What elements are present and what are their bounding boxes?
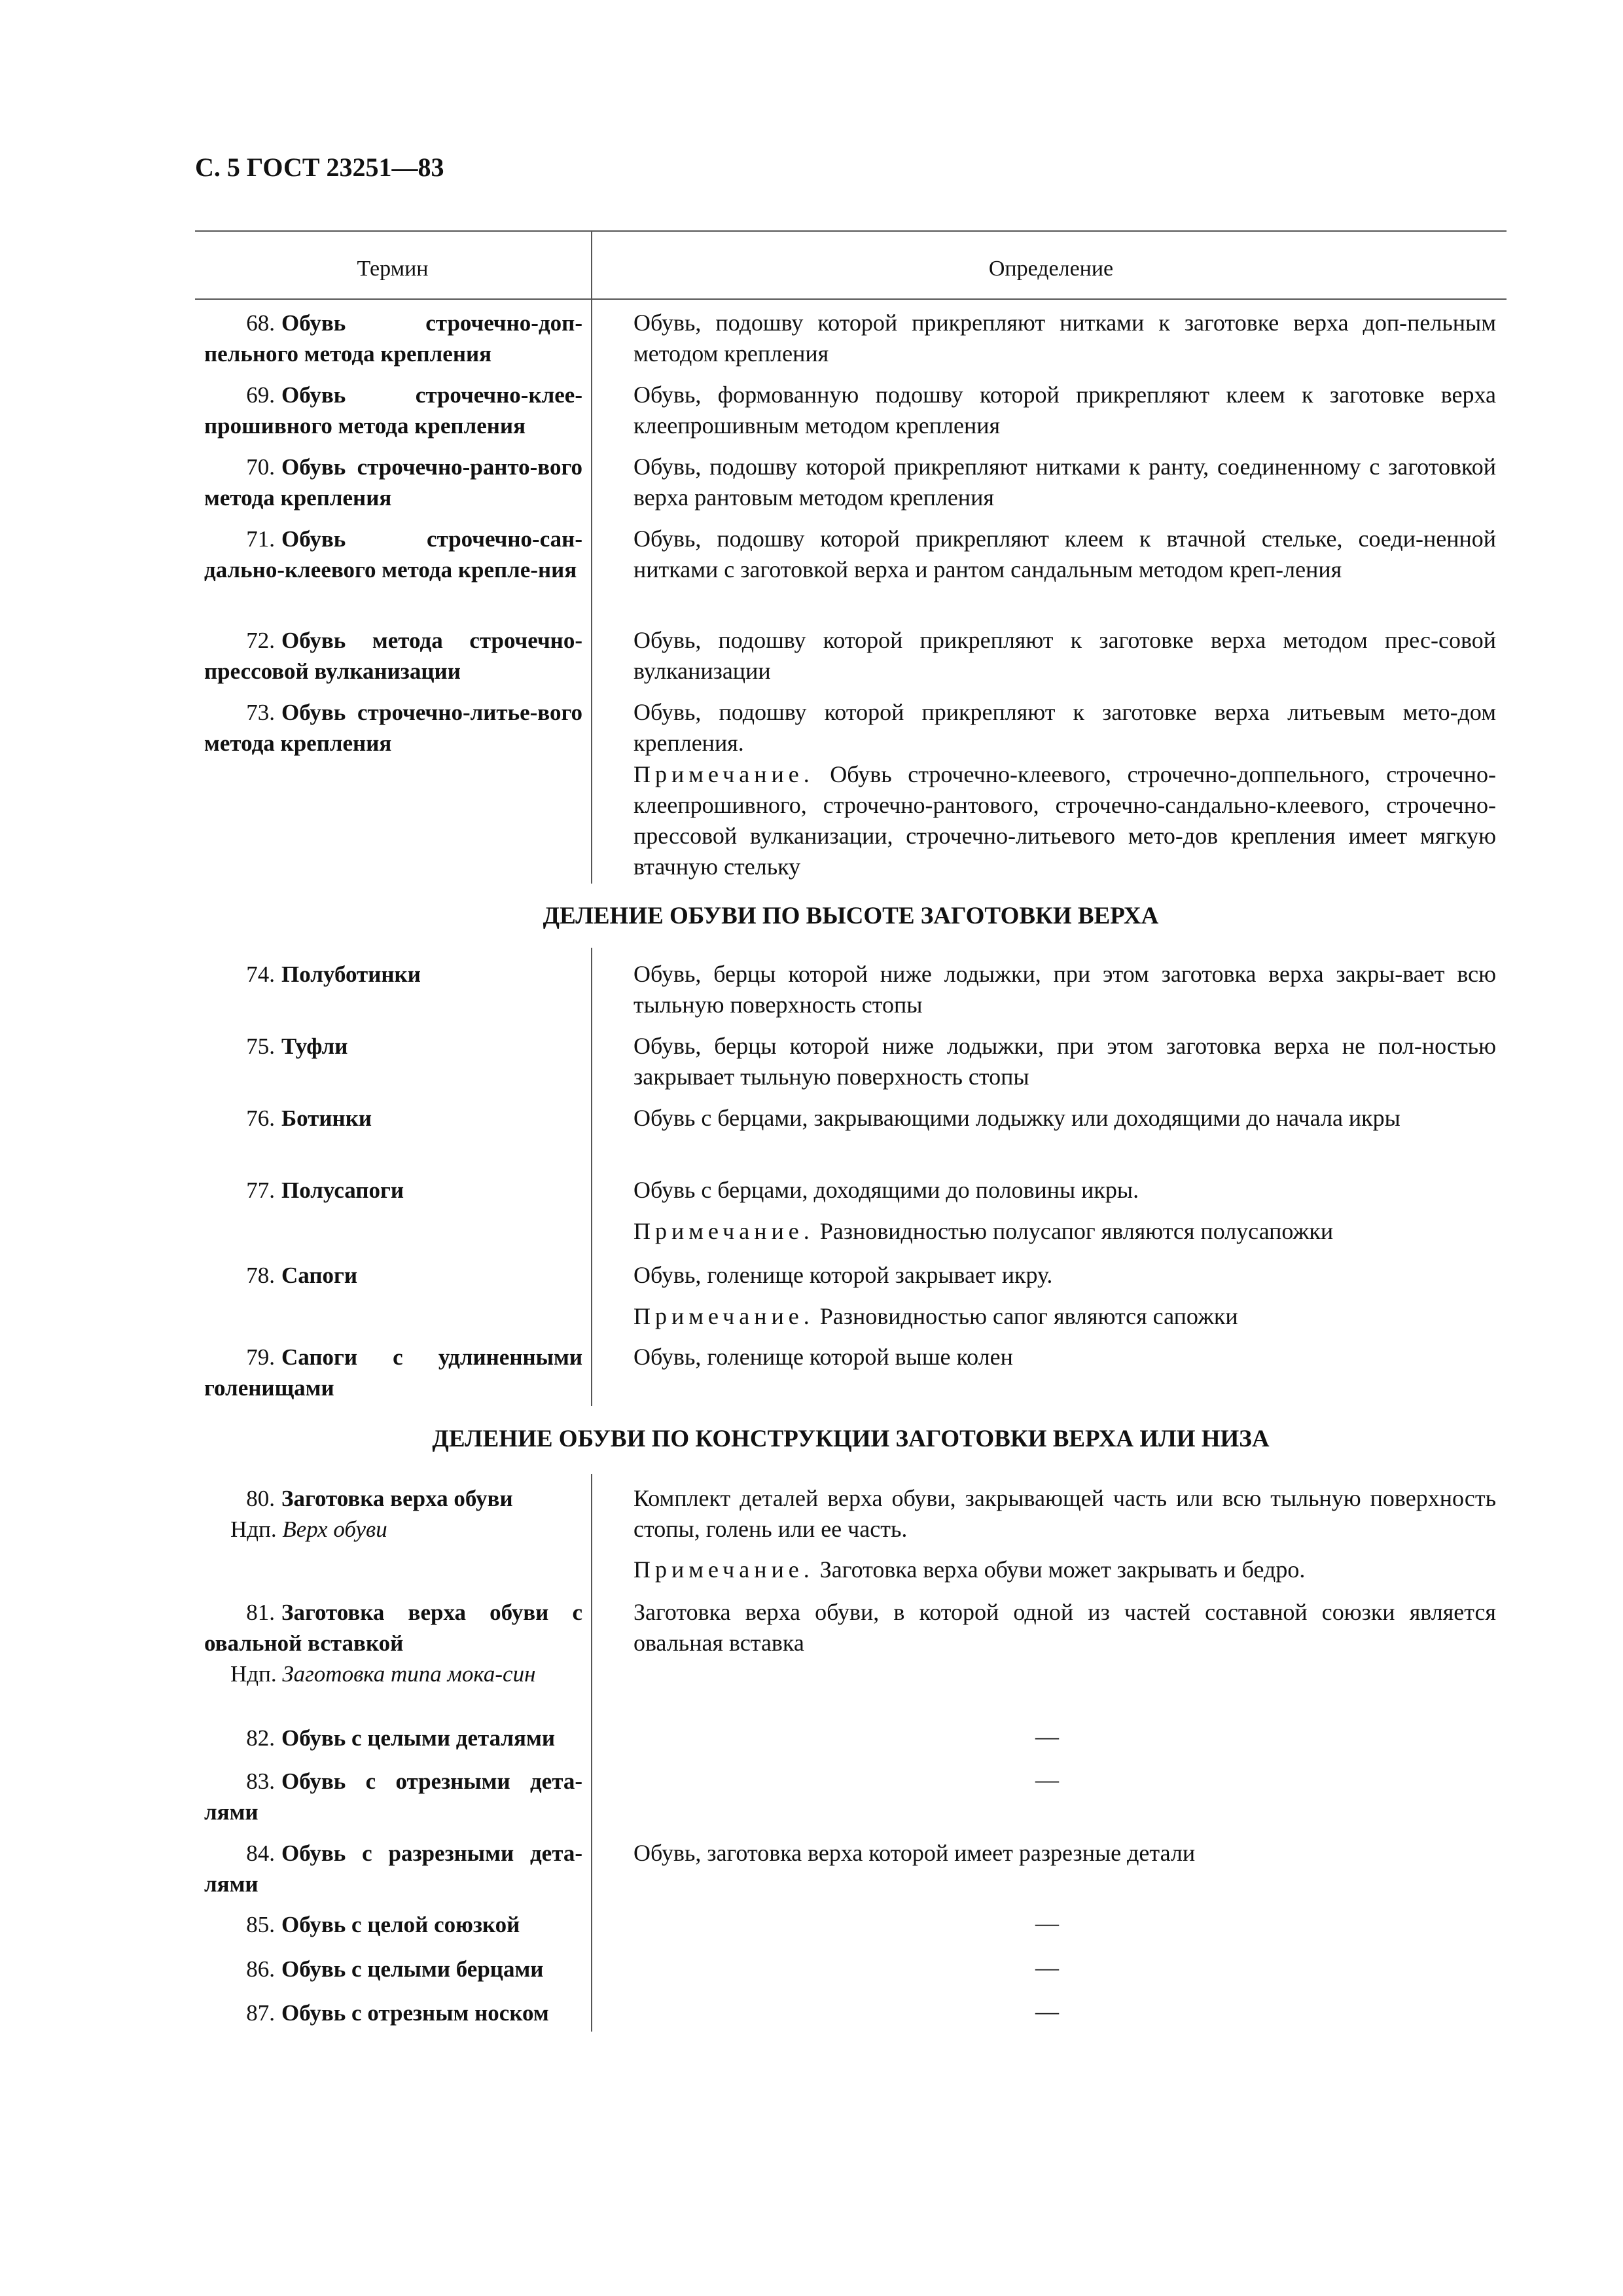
definition-76: Обувь с берцами, закрывающими лодыжку или доходящими до начала икры [633,1105,1400,1131]
term-68: 68. Обувь строчечно-доп-пельного метода крепления [204,310,582,367]
column-header-term: Термин [357,257,429,281]
term-70: 70. Обувь строчечно-ранто-вого метода крепления [204,454,582,511]
term-74: 74. Полуботинки [246,961,421,987]
term-85: 85. Обувь с целой союзкой [246,1912,520,1937]
definition-85: — [1035,1910,1059,1936]
term-76: 76. Ботинки [246,1105,372,1131]
term-71: 71. Обувь строчечно-сан-дально-клеевого метода крепле-ния [204,526,582,583]
definition-71: Обувь, подошву которой прикрепляют клеем к втачной стельке, соеди-ненной нитками с заготовкой верха и рантом сандальным методом креп-ления [633,526,1496,583]
section-title-height: ДЕЛЕНИЕ ОБУВИ ПО ВЫСОТЕ ЗАГОТОВКИ ВЕРХА [543,903,1159,929]
term-87: 87. Обувь с отрезным носком [246,2000,549,2026]
definition-72: Обувь, подошву которой прикрепляют к заготовке верха методом прес-совой вулканизации [633,627,1496,684]
note-80: Примечание. Заготовка верха обуви может закрывать и бедро. [633,1556,1306,1583]
term-81: 81. Заготовка верха обуви с овальной вставкой Ндп. Заготовка типа мока-син [204,1597,582,1689]
term-77: 77. Полусапоги [246,1177,404,1203]
definition-87: — [1035,1998,1059,2024]
table-top-rule [195,230,1507,232]
column-divider [591,948,592,1406]
term-80: 80. Заготовка верха обуви Ндп. Верх обуви [204,1483,582,1545]
note-78: Примечание. Разновидностью сапог являются сапожки [633,1303,1238,1329]
section-title-construction: ДЕЛЕНИЕ ОБУВИ ПО КОНСТРУКЦИИ ЗАГОТОВКИ ВЕРХА ИЛИ НИЗА [432,1426,1270,1452]
definition-75: Обувь, берцы которой ниже лодыжки, при этом заготовка верха не пол-ностью закрывает тыльную поверхность стопы [633,1033,1496,1090]
definition-78: Обувь, голенище которой закрывает икру. [633,1262,1053,1288]
definition-79: Обувь, голенище которой выше колен [633,1344,1013,1370]
term-86: 86. Обувь с целыми берцами [246,1956,544,1982]
definition-83: — [1035,1767,1059,1793]
column-divider [591,1474,592,2032]
definition-73: Обувь, подошву которой прикрепляют к заготовке верха литьевым мето-дом крепления. [633,699,1496,756]
definition-68: Обувь, подошву которой прикрепляют нитками к заготовке верха доп-пельным методом крепления [633,310,1496,367]
term-84: 84. Обувь с разрезными дета-лями [204,1840,582,1897]
term-73: 73. Обувь строчечно-литье-вого метода крепления [204,700,582,756]
definition-70: Обувь, подошву которой прикрепляют нитками к ранту, соединенному с заготовкой верха рантовым методом крепления [633,454,1496,511]
term-79: 79. Сапоги с удлиненными голенищами [204,1344,582,1401]
column-header-definition: Определение [988,257,1114,281]
definition-84: Обувь, заготовка верха которой имеет разрезные детали [633,1840,1196,1866]
term-82: 82. Обувь с целыми деталями [246,1725,556,1751]
table-header-rule [195,298,1507,300]
definition-81: Заготовка верха обуви, в которой одной из частей составной союзки является овальная вставка [633,1599,1496,1656]
term-75: 75. Туфли [246,1033,348,1059]
ndp-80: Ндп. Верх обуви [230,1516,387,1542]
definition-69: Обувь, формованную подошву которой прикрепляют клеем к заготовке верха клеепрошивным методом крепления [633,382,1496,439]
note-label: Примечание. [633,761,814,787]
term-72: 72. Обувь метода строчечно-прессовой вулканизации [204,628,582,684]
column-divider [591,230,592,884]
term-69: 69. Обувь строчечно-клее-прошивного метода крепления [204,382,582,439]
definition-80: Комплект деталей верха обуви, закрывающей часть или всю тыльную поверхность стопы, голень или ее часть. [633,1485,1496,1542]
page-header: С. 5 ГОСТ 23251—83 [195,152,444,182]
note-77: Примечание. Разновидностью полусапог являются полусапожки [633,1218,1334,1244]
definition-86: — [1035,1954,1059,1981]
term-83: 83. Обувь с отрезными дета-лями [204,1768,582,1825]
definition-74: Обувь, берцы которой ниже лодыжки, при этом заготовка верха закры-вает всю тыльную поверхность стопы [633,961,1496,1018]
definition-82: — [1035,1723,1059,1749]
term-78: 78. Сапоги [246,1263,358,1288]
definition-77: Обувь с берцами, доходящими до половины икры. [633,1177,1139,1203]
note-block1: Примечание. Обувь строчечно-клеевого, строчечно-доппельного, строчечно-клеепрошивного, строчечно-рантового, строчечно-сандально-клеевого, строчечно-прессовой вулканизации, строчечно-литьевого мето-дов крепления имеет мягкую втачную стельку [633,761,1496,880]
ndp-81: Ндп. Заготовка типа мока-син [230,1661,536,1687]
